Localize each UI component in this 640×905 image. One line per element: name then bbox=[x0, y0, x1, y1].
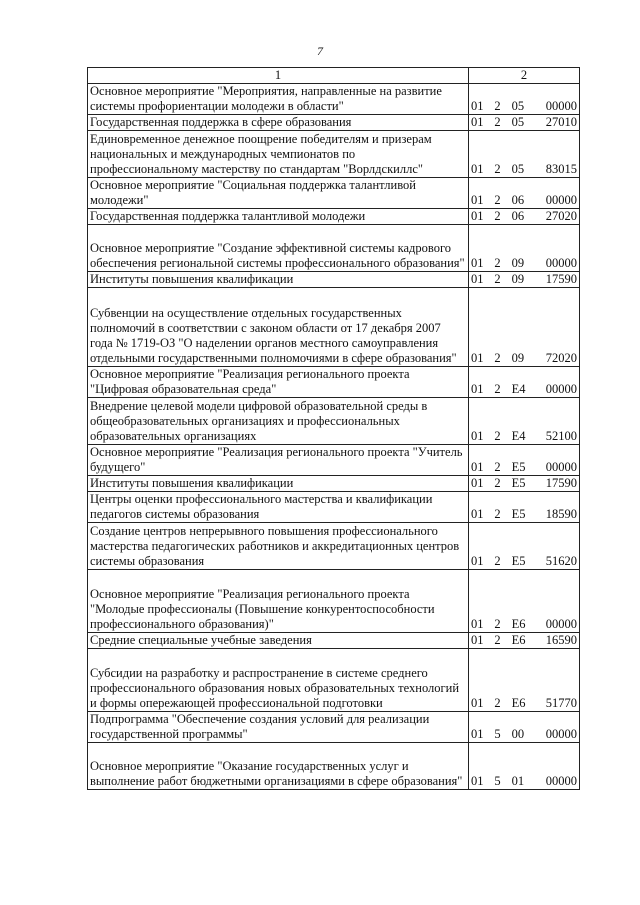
code-part-3: E5 bbox=[511, 507, 526, 521]
code-part-3: 05 bbox=[511, 99, 525, 113]
row-code bbox=[469, 492, 580, 523]
code-part-2: 2 bbox=[494, 99, 501, 113]
row-code bbox=[469, 445, 580, 476]
code-part-2: 2 bbox=[494, 476, 501, 490]
code-part-4: 17590 bbox=[545, 476, 577, 490]
table-row bbox=[88, 633, 580, 649]
classification-code bbox=[471, 774, 577, 789]
row-description: Основное мероприятие "Оказание государственных услуг и выполнение работ бюджетными организациями в сфере образования" bbox=[88, 743, 469, 790]
row-code bbox=[469, 367, 580, 398]
table-row bbox=[88, 712, 580, 743]
table-row bbox=[88, 178, 580, 209]
code-part-1: 01 bbox=[471, 696, 484, 710]
code-part-1: 01 bbox=[471, 507, 484, 521]
header-col-2: 2 bbox=[469, 68, 580, 84]
code-part-3: 01 bbox=[511, 774, 525, 788]
row-description: Субвенции на осуществление отдельных государственных полномочий в соответствии с законом области от 17 декабря 2007 года № 1719-ОЗ "О наделении органов местного самоуправления отдельными государственными полномочиями в сфере образования" bbox=[88, 288, 469, 367]
row-code bbox=[469, 523, 580, 570]
table-row bbox=[88, 288, 580, 367]
code-part-2: 2 bbox=[494, 633, 501, 647]
code-part-2: 2 bbox=[494, 507, 501, 521]
code-part-1: 01 bbox=[471, 382, 484, 396]
code-part-1: 01 bbox=[471, 256, 484, 270]
code-part-2: 2 bbox=[494, 193, 501, 207]
code-part-3: 05 bbox=[511, 162, 525, 176]
code-part-4: 00000 bbox=[545, 193, 577, 207]
code-part-4: 18590 bbox=[545, 507, 577, 521]
row-code bbox=[469, 131, 580, 178]
row-description: Основное мероприятие "Мероприятия, направленные на развитие системы профориентации молодежи в области" bbox=[88, 84, 469, 115]
row-description: Внедрение целевой модели цифровой образовательной среды в общеобразовательных организациях и профессиональных образовательных организациях bbox=[88, 398, 469, 445]
table-row bbox=[88, 743, 580, 790]
code-part-3: E5 bbox=[511, 554, 526, 568]
row-code bbox=[469, 209, 580, 225]
row-code bbox=[469, 288, 580, 367]
row-code bbox=[469, 743, 580, 790]
classification-code bbox=[471, 115, 577, 130]
row-description: Основное мероприятие "Реализация регионального проекта "Учитель будущего" bbox=[88, 445, 469, 476]
code-part-1: 01 bbox=[471, 554, 484, 568]
code-part-2: 2 bbox=[494, 162, 501, 176]
code-part-1: 01 bbox=[471, 162, 484, 176]
row-description: Единовременное денежное поощрение победителям и призерам национальных и международных чемпионатов по профессиональному мастерству по стандартам "Ворлдскиллс" bbox=[88, 131, 469, 178]
code-part-3: E6 bbox=[511, 633, 526, 647]
classification-code bbox=[471, 507, 577, 522]
header-col-1: 1 bbox=[88, 68, 469, 84]
classification-code bbox=[471, 476, 577, 491]
classification-code bbox=[471, 633, 577, 648]
code-part-2: 2 bbox=[494, 617, 501, 631]
code-part-2: 2 bbox=[494, 554, 501, 568]
code-part-2: 2 bbox=[494, 382, 501, 396]
table-row bbox=[88, 131, 580, 178]
classification-code bbox=[471, 193, 577, 208]
code-part-2: 2 bbox=[494, 256, 501, 270]
budget-classification-table bbox=[87, 67, 580, 790]
row-description: Центры оценки профессионального мастерства и квалификации педагогов системы образования bbox=[88, 492, 469, 523]
row-code bbox=[469, 649, 580, 712]
row-description: Основное мероприятие "Реализация регионального проекта "Цифровая образовательная среда" bbox=[88, 367, 469, 398]
table-row bbox=[88, 209, 580, 225]
table-row bbox=[88, 225, 580, 272]
classification-code bbox=[471, 162, 577, 177]
table-row bbox=[88, 445, 580, 476]
code-part-1: 01 bbox=[471, 209, 484, 223]
row-code bbox=[469, 225, 580, 272]
classification-code bbox=[471, 429, 577, 444]
code-part-4: 00000 bbox=[545, 460, 577, 474]
classification-code bbox=[471, 617, 577, 632]
code-part-2: 2 bbox=[494, 429, 501, 443]
row-code bbox=[469, 115, 580, 131]
code-part-2: 5 bbox=[494, 774, 501, 788]
code-part-3: 05 bbox=[511, 115, 525, 129]
code-part-2: 2 bbox=[494, 351, 501, 365]
code-part-1: 01 bbox=[471, 351, 484, 365]
row-description: Основное мероприятие "Реализация регионального проекта "Молодые профессионалы (Повышение конкурентоспособности профессионального образования)" bbox=[88, 570, 469, 633]
code-part-3: 09 bbox=[511, 256, 525, 270]
table-row bbox=[88, 523, 580, 570]
code-part-1: 01 bbox=[471, 774, 484, 788]
code-part-4: 00000 bbox=[545, 382, 577, 396]
table-row bbox=[88, 84, 580, 115]
row-code bbox=[469, 570, 580, 633]
row-description: Субсидии на разработку и распространение в системе среднего профессионального образования новых образовательных технологий и формы опережающей профессиональной подготовки bbox=[88, 649, 469, 712]
code-part-1: 01 bbox=[471, 115, 484, 129]
table-header-row bbox=[88, 68, 580, 84]
table-row bbox=[88, 367, 580, 398]
code-part-4: 00000 bbox=[545, 99, 577, 113]
code-part-3: E5 bbox=[511, 476, 526, 490]
code-part-4: 27020 bbox=[545, 209, 577, 223]
classification-code bbox=[471, 351, 577, 366]
code-part-2: 2 bbox=[494, 115, 501, 129]
code-part-2: 2 bbox=[494, 460, 501, 474]
row-description: Основное мероприятие "Социальная поддержка талантливой молодежи" bbox=[88, 178, 469, 209]
table-row bbox=[88, 476, 580, 492]
row-code bbox=[469, 272, 580, 288]
code-part-4: 72020 bbox=[545, 351, 577, 365]
code-part-4: 00000 bbox=[545, 617, 577, 631]
code-part-3: 09 bbox=[511, 272, 525, 286]
table-row bbox=[88, 398, 580, 445]
row-code bbox=[469, 84, 580, 115]
code-part-3: E5 bbox=[511, 460, 526, 474]
code-part-3: E4 bbox=[511, 429, 526, 443]
row-code bbox=[469, 178, 580, 209]
code-part-1: 01 bbox=[471, 460, 484, 474]
code-part-3: 06 bbox=[511, 209, 525, 223]
code-part-3: E6 bbox=[511, 617, 526, 631]
row-description: Государственная поддержка в сфере образования bbox=[88, 115, 469, 131]
row-code bbox=[469, 633, 580, 649]
code-part-4: 27010 bbox=[545, 115, 577, 129]
table-row bbox=[88, 492, 580, 523]
code-part-4: 00000 bbox=[545, 727, 577, 741]
row-code bbox=[469, 476, 580, 492]
code-part-4: 83015 bbox=[545, 162, 577, 176]
code-part-2: 2 bbox=[494, 209, 501, 223]
row-description: Институты повышения квалификации bbox=[88, 476, 469, 492]
code-part-4: 00000 bbox=[545, 774, 577, 788]
code-part-4: 16590 bbox=[545, 633, 577, 647]
row-description: Создание центров непрерывного повышения профессионального мастерства педагогических работников и аккредитационных центров системы образования bbox=[88, 523, 469, 570]
table-row bbox=[88, 272, 580, 288]
row-description: Подпрограмма "Обеспечение создания условий для реализации государственной программы" bbox=[88, 712, 469, 743]
code-part-3: 09 bbox=[511, 351, 525, 365]
code-part-4: 17590 bbox=[545, 272, 577, 286]
classification-code bbox=[471, 272, 577, 287]
classification-code bbox=[471, 256, 577, 271]
classification-code bbox=[471, 554, 577, 569]
code-part-1: 01 bbox=[471, 272, 484, 286]
code-part-4: 51620 bbox=[545, 554, 577, 568]
classification-code bbox=[471, 696, 577, 711]
classification-code bbox=[471, 727, 577, 742]
code-part-1: 01 bbox=[471, 633, 484, 647]
page-number: 7 bbox=[317, 44, 323, 58]
code-part-3: 00 bbox=[511, 727, 525, 741]
code-part-3: E6 bbox=[511, 696, 526, 710]
code-part-1: 01 bbox=[471, 617, 484, 631]
classification-code bbox=[471, 99, 577, 114]
code-part-4: 51770 bbox=[545, 696, 577, 710]
table-row bbox=[88, 649, 580, 712]
code-part-3: E4 bbox=[511, 382, 526, 396]
code-part-1: 01 bbox=[471, 429, 484, 443]
code-part-1: 01 bbox=[471, 727, 484, 741]
table-row bbox=[88, 570, 580, 633]
classification-code bbox=[471, 209, 577, 224]
code-part-4: 52100 bbox=[545, 429, 577, 443]
code-part-1: 01 bbox=[471, 476, 484, 490]
classification-code bbox=[471, 460, 577, 475]
code-part-2: 5 bbox=[494, 727, 501, 741]
code-part-1: 01 bbox=[471, 99, 484, 113]
row-description: Государственная поддержка талантливой молодежи bbox=[88, 209, 469, 225]
code-part-2: 2 bbox=[494, 696, 501, 710]
row-description: Институты повышения квалификации bbox=[88, 272, 469, 288]
classification-code bbox=[471, 382, 577, 397]
code-part-3: 06 bbox=[511, 193, 525, 207]
code-part-4: 00000 bbox=[545, 256, 577, 270]
row-code bbox=[469, 712, 580, 743]
row-code bbox=[469, 398, 580, 445]
row-description: Основное мероприятие "Создание эффективной системы кадрового обеспечения региональной системы профессионального образования" bbox=[88, 225, 469, 272]
code-part-1: 01 bbox=[471, 193, 484, 207]
row-description: Средние специальные учебные заведения bbox=[88, 633, 469, 649]
table-row bbox=[88, 115, 580, 131]
code-part-2: 2 bbox=[494, 272, 501, 286]
